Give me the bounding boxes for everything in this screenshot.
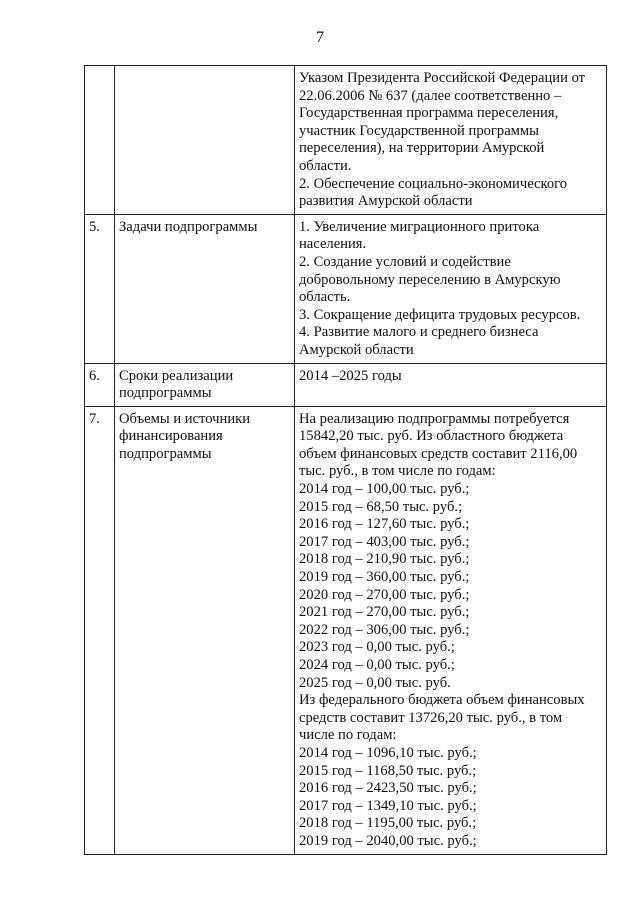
row-value-line: 2019 год – 2040,00 тыс. руб.; [299, 832, 477, 849]
row-name-cell [115, 363, 295, 406]
row-value-line: 1. Увеличение миграционного притока [299, 218, 540, 235]
row-value-line: 2017 год – 403,00 тыс. руб.; [299, 533, 470, 550]
row-name-line: финансирования [119, 428, 223, 445]
row-value-line: 2021 год – 270,00 тыс. руб.; [299, 604, 470, 621]
row-value-line: 2020 год – 270,00 тыс. руб.; [299, 586, 470, 603]
row-name-line: Задачи подпрограммы [119, 218, 258, 235]
row-value-line: 2025 год – 0,00 тыс. руб. [299, 674, 451, 691]
row-value-line: 2022 год – 306,00 тыс. руб.; [299, 621, 470, 638]
row-value-line: 2019 год – 360,00 тыс. руб.; [299, 569, 470, 586]
row-value-cell [295, 363, 607, 406]
row-value-line: тыс. руб., в том числе по годам: [299, 463, 496, 480]
row-value-line: 2016 год – 2423,50 тыс. руб.; [299, 780, 477, 797]
row-value-line: 2015 год – 68,50 тыс. руб.; [299, 498, 463, 515]
row-value-line: переселения), на территории Амурской [299, 140, 545, 157]
row-value-line: 2016 год – 127,60 тыс. руб.; [299, 516, 470, 533]
passport-table [84, 65, 607, 855]
table-row [85, 66, 607, 215]
row-value-cell [295, 214, 607, 363]
row-name-line: подпрограммы [119, 445, 212, 462]
row-value-line: развития Амурской области [299, 193, 473, 210]
row-value-line: 2015 год – 1168,50 тыс. руб.; [299, 762, 477, 779]
table-body [85, 66, 607, 855]
row-number: 5. [85, 214, 115, 363]
table-row [85, 406, 607, 854]
row-name-line: Сроки реализации [119, 367, 234, 384]
table-row [85, 363, 607, 406]
row-value-line: средств составит 13726,20 тыс. руб., в том [299, 709, 563, 726]
row-name-line: Объемы и источники [119, 410, 251, 427]
row-value-line: 2. Создание условий и содействие [299, 253, 511, 270]
row-name-cell [115, 214, 295, 363]
row-name-cell [115, 66, 295, 215]
row-value-line: Государственная программа переселения, [299, 105, 559, 122]
row-value-line: объем финансовых средств составит 2116,00 [299, 445, 578, 462]
row-value-line: 3. Сокращение дефицита трудовых ресурсов. [299, 306, 581, 323]
row-value-line: числе по годам: [299, 727, 397, 744]
row-value-line: 2. Обеспечение социально-экономического [299, 175, 568, 192]
row-value-line: На реализацию подпрограммы потребуется [299, 410, 570, 427]
row-value-line: 2017 год – 1349,10 тыс. руб.; [299, 797, 477, 814]
row-value-line: 2014 –2025 годы [299, 367, 402, 384]
row-value-cell [295, 406, 607, 854]
row-value-line: область. [299, 289, 351, 306]
row-value-line: 2014 год – 1096,10 тыс. руб.; [299, 744, 477, 761]
row-value-line: участник Государственной программы [299, 122, 539, 139]
table-row [85, 214, 607, 363]
row-value-line: 2018 год – 210,90 тыс. руб.; [299, 551, 470, 568]
row-number: 6. [85, 363, 115, 406]
row-name-line: подпрограммы [119, 385, 212, 402]
row-number [85, 66, 115, 215]
row-value-line: 22.06.2006 № 637 (далее соответственно – [299, 87, 562, 104]
page-number: 7 [316, 29, 324, 46]
row-value-line: 2018 год – 1195,00 тыс. руб.; [299, 815, 477, 832]
row-value-line: 2023 год – 0,00 тыс. руб.; [299, 639, 455, 656]
row-value-line: населения. [299, 236, 367, 253]
row-value-line: области. [299, 157, 352, 174]
row-value-line: Из федерального бюджета объем финансовых [299, 692, 585, 709]
row-value-line: 2014 год – 100,00 тыс. руб.; [299, 481, 470, 498]
row-number: 7. [85, 406, 115, 854]
row-value-line: Амурской области [299, 341, 414, 358]
row-value-cell [295, 66, 607, 215]
row-value-line: 2024 год – 0,00 тыс. руб.; [299, 657, 455, 673]
row-value-line: Указом Президента Российской Федерации от [299, 70, 586, 86]
row-name-cell [115, 406, 295, 854]
row-value-line: 15842,20 тыс. руб. Из областного бюджета [299, 428, 564, 445]
row-value-line: 4. Развитие малого и среднего бизнеса [299, 324, 539, 341]
row-value-line: добровольному переселению в Амурскую [299, 271, 561, 288]
